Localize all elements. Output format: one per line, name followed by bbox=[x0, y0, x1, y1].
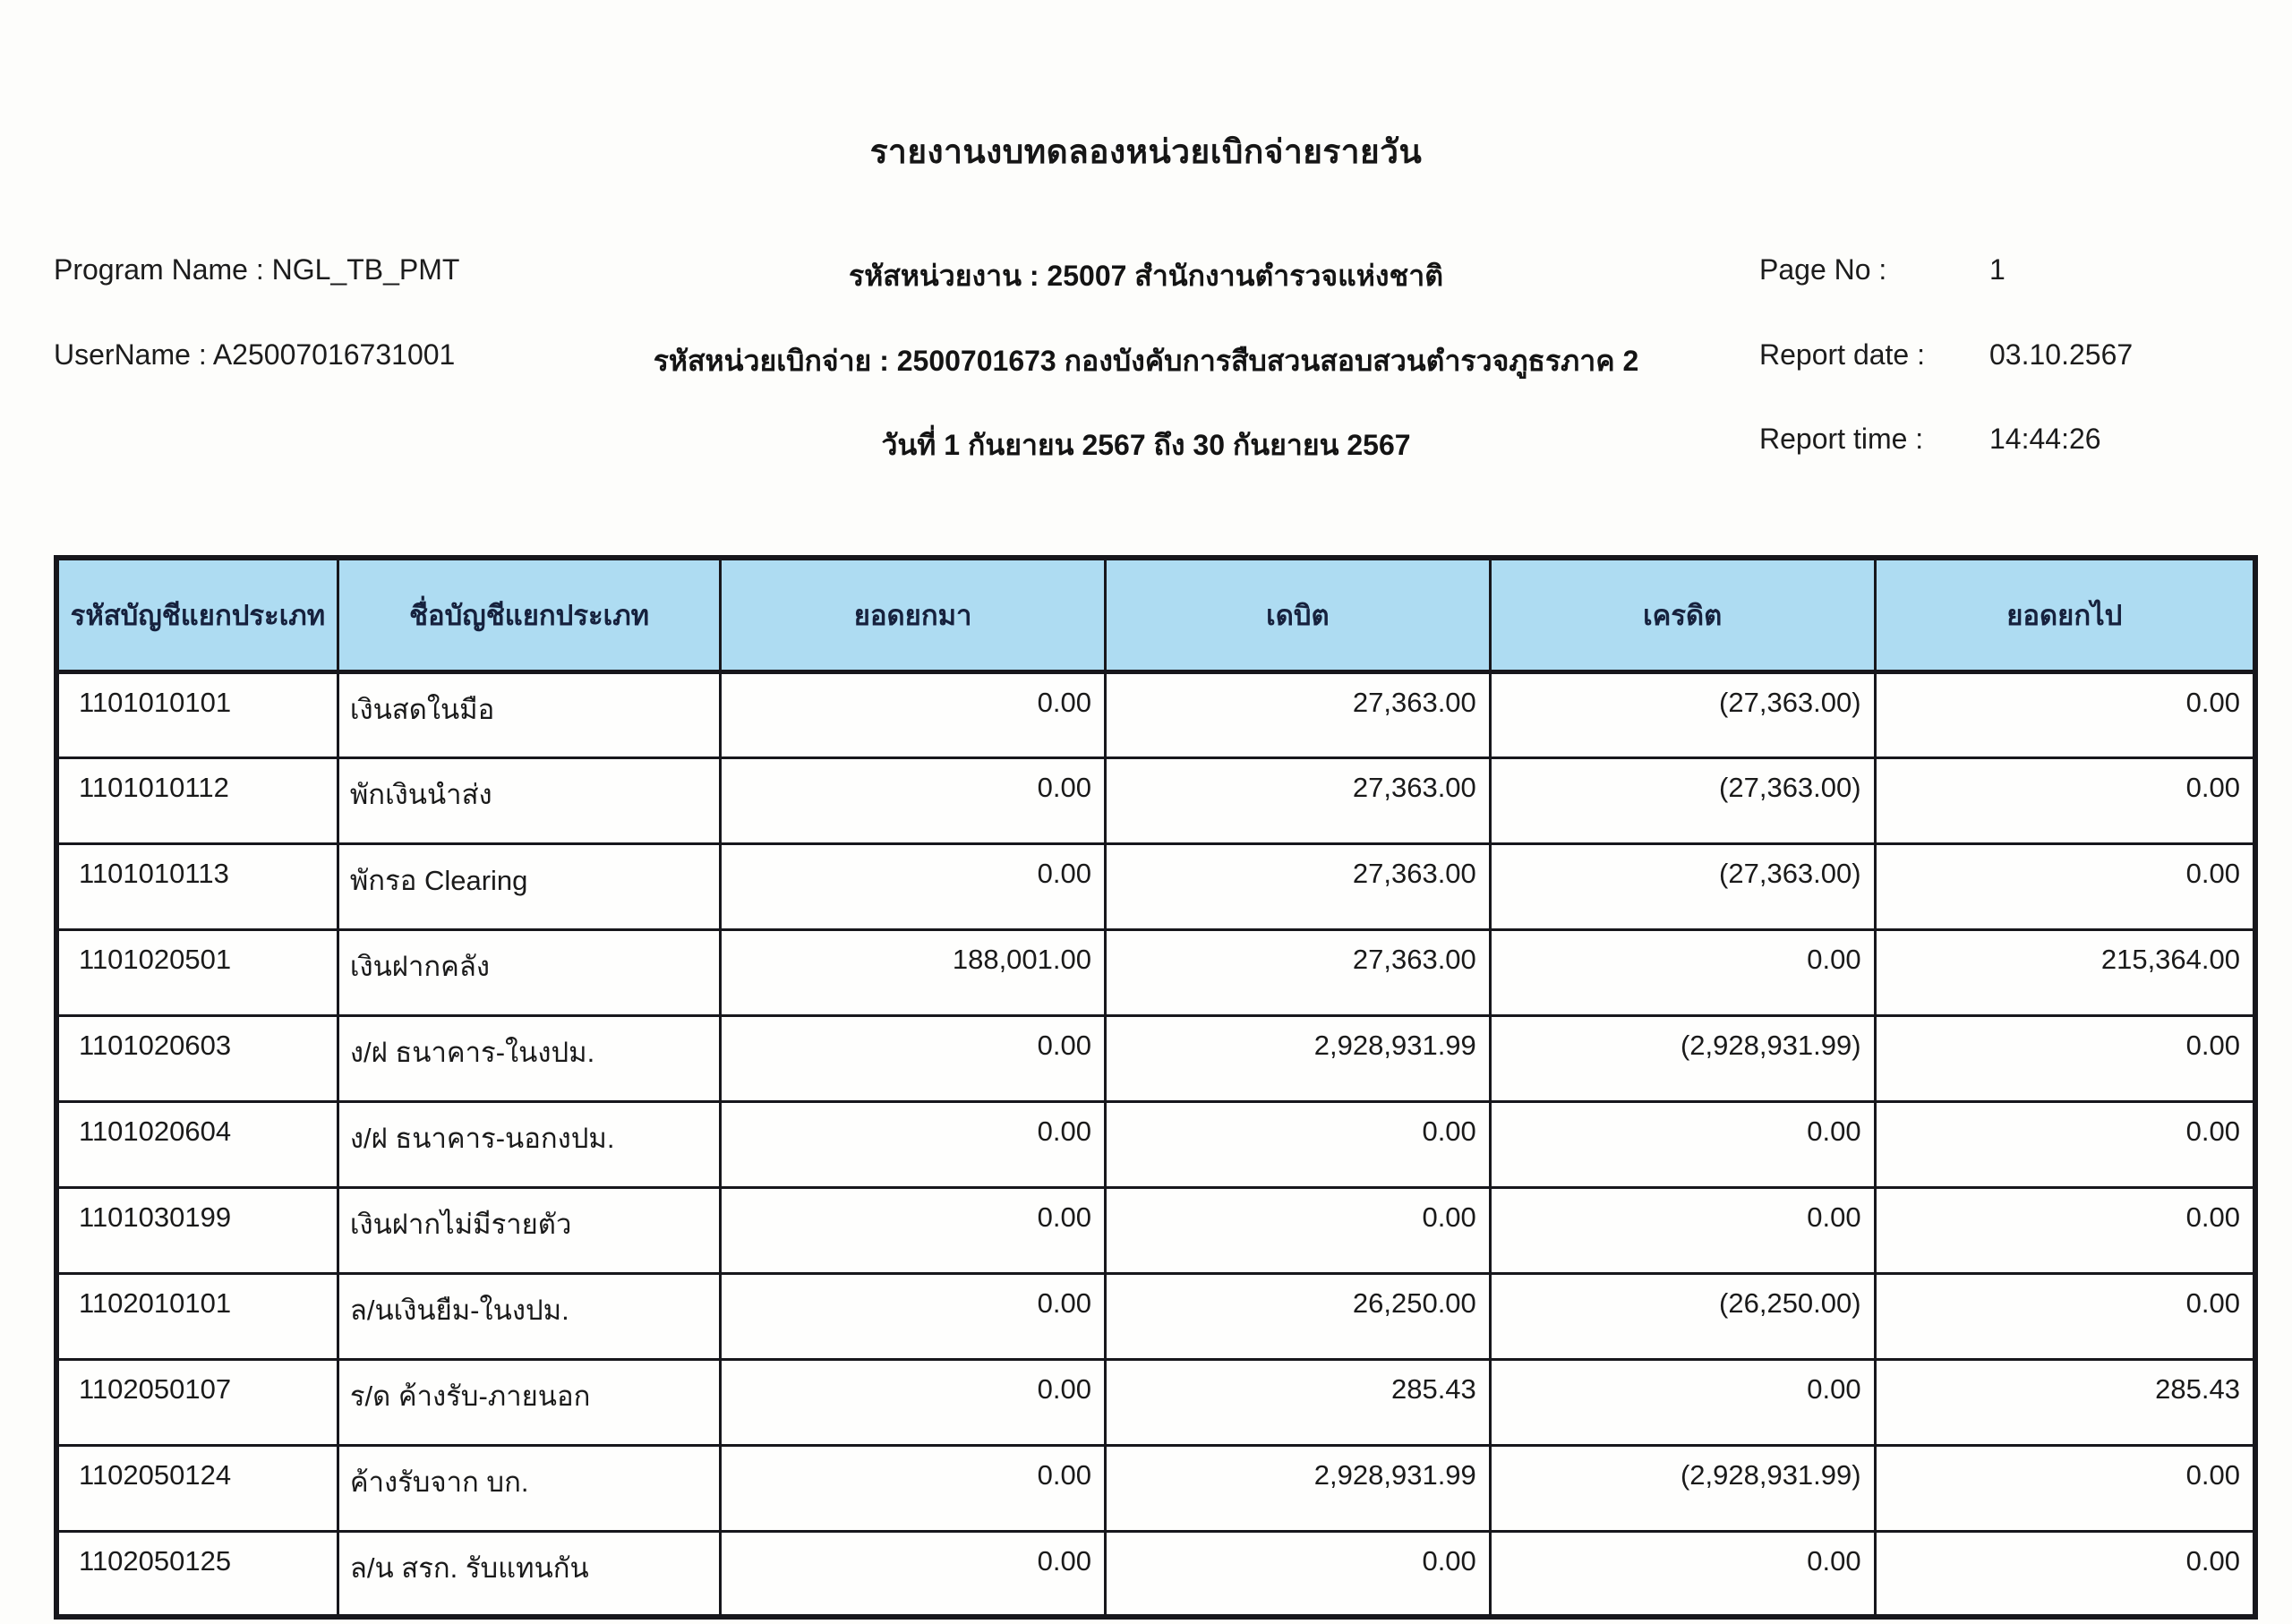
account-name-cell: ล/น สรก. รับแทนกัน bbox=[338, 1531, 720, 1617]
disbursement-unit-line: รหัสหน่วยเบิกจ่าย : 2500701673 กองบังคับการสืบสวนสอบสวนตำรวจภูธรภาค 2 bbox=[653, 345, 1639, 377]
amount-cell: (2,928,931.99) bbox=[1490, 1015, 1875, 1101]
account-code-cell: 1101010113 bbox=[56, 843, 338, 929]
table-row bbox=[56, 757, 2255, 843]
amount-cell: 0.00 bbox=[721, 757, 1106, 843]
amount-cell: 0.00 bbox=[721, 1101, 1106, 1187]
amount-cell: 0.00 bbox=[1875, 1273, 2255, 1359]
amount-cell: 27,363.00 bbox=[1106, 671, 1491, 757]
amount-cell: 0.00 bbox=[1875, 1101, 2255, 1187]
report-date-value: 03.10.2567 bbox=[1989, 338, 2134, 371]
account-code-cell: 1102010101 bbox=[56, 1273, 338, 1359]
amount-cell: 0.00 bbox=[721, 1187, 1106, 1273]
table-body bbox=[56, 671, 2255, 1617]
table-row bbox=[56, 1531, 2255, 1617]
program-name-line: Program Name : NGL_TB_PMT bbox=[54, 253, 460, 286]
account-name-cell: ร/ด ค้างรับ-ภายนอก bbox=[338, 1359, 720, 1445]
account-name-cell: เงินฝากไม่มีรายตัว bbox=[338, 1187, 720, 1273]
amount-cell: 0.00 bbox=[1875, 843, 2255, 929]
amount-cell: 27,363.00 bbox=[1106, 757, 1491, 843]
table-row bbox=[56, 1445, 2255, 1531]
amount-cell: 0.00 bbox=[721, 1359, 1106, 1445]
account-name-cell: เงินฝากคลัง bbox=[338, 929, 720, 1015]
amount-cell: 0.00 bbox=[1875, 1445, 2255, 1531]
amount-cell: 2,928,931.99 bbox=[1106, 1445, 1491, 1531]
account-name-cell: พักเงินนำส่ง bbox=[338, 757, 720, 843]
page-no-label: Page No : bbox=[1759, 253, 1887, 286]
table-row bbox=[56, 671, 2255, 757]
amount-cell: 0.00 bbox=[1875, 1531, 2255, 1617]
account-name-cell: ล/นเงินยืม-ในงปม. bbox=[338, 1273, 720, 1359]
amount-cell: 2,928,931.99 bbox=[1106, 1015, 1491, 1101]
amount-cell: 188,001.00 bbox=[721, 929, 1106, 1015]
column-header: เดบิต bbox=[1106, 558, 1491, 671]
amount-cell: 0.00 bbox=[1106, 1101, 1491, 1187]
amount-cell: 0.00 bbox=[1875, 1187, 2255, 1273]
account-code-cell: 1101020603 bbox=[56, 1015, 338, 1101]
amount-cell: 0.00 bbox=[1875, 757, 2255, 843]
amount-cell: 26,250.00 bbox=[1106, 1273, 1491, 1359]
account-code-cell: 1101020604 bbox=[56, 1101, 338, 1187]
table-row bbox=[56, 929, 2255, 1015]
table-row bbox=[56, 1273, 2255, 1359]
amount-cell: 0.00 bbox=[1875, 671, 2255, 757]
account-name-cell: ง/ฝ ธนาคาร-นอกงปม. bbox=[338, 1101, 720, 1187]
amount-cell: 285.43 bbox=[1875, 1359, 2255, 1445]
amount-cell: 0.00 bbox=[721, 1015, 1106, 1101]
username-line: UserName : A25007016731001 bbox=[54, 338, 456, 371]
account-name-cell: เงินสดในมือ bbox=[338, 671, 720, 757]
table-row bbox=[56, 1359, 2255, 1445]
amount-cell: 285.43 bbox=[1106, 1359, 1491, 1445]
amount-cell: 0.00 bbox=[1875, 1015, 2255, 1101]
agency-code-line: รหัสหน่วยงาน : 25007 สำนักงานตำรวจแห่งชาติ bbox=[849, 260, 1443, 292]
table-row bbox=[56, 1187, 2255, 1273]
account-name-cell: ค้างรับจาก บก. bbox=[338, 1445, 720, 1531]
account-code-cell: 1102050125 bbox=[56, 1531, 338, 1617]
amount-cell: 0.00 bbox=[1490, 1359, 1875, 1445]
trial-balance-table-wrap bbox=[54, 555, 2258, 1620]
column-header: เครดิต bbox=[1490, 558, 1875, 671]
trial-balance-table bbox=[54, 555, 2258, 1620]
report-time-value: 14:44:26 bbox=[1989, 423, 2101, 455]
table-header bbox=[56, 558, 2255, 671]
table-row bbox=[56, 1015, 2255, 1101]
date-range-line: วันที่ 1 กันยายน 2567 ถึง 30 กันยายน 2567 bbox=[881, 429, 1411, 461]
account-code-cell: 1101010112 bbox=[56, 757, 338, 843]
amount-cell: 215,364.00 bbox=[1875, 929, 2255, 1015]
report-time-label: Report time : bbox=[1759, 423, 1924, 455]
account-code-cell: 1101010101 bbox=[56, 671, 338, 757]
amount-cell: (27,363.00) bbox=[1490, 671, 1875, 757]
amount-cell: 0.00 bbox=[721, 1531, 1106, 1617]
amount-cell: (26,250.00) bbox=[1490, 1273, 1875, 1359]
column-header: รหัสบัญชีแยกประเภท bbox=[56, 558, 338, 671]
amount-cell: 0.00 bbox=[721, 843, 1106, 929]
account-code-cell: 1101030199 bbox=[56, 1187, 338, 1273]
account-code-cell: 1102050107 bbox=[56, 1359, 338, 1445]
amount-cell: 0.00 bbox=[1490, 1187, 1875, 1273]
amount-cell: 27,363.00 bbox=[1106, 843, 1491, 929]
account-code-cell: 1101020501 bbox=[56, 929, 338, 1015]
account-name-cell: พักรอ Clearing bbox=[338, 843, 720, 929]
amount-cell: 0.00 bbox=[1106, 1531, 1491, 1617]
account-code-cell: 1102050124 bbox=[56, 1445, 338, 1531]
table-row bbox=[56, 1101, 2255, 1187]
page-no-value: 1 bbox=[1989, 253, 2006, 286]
table-row bbox=[56, 843, 2255, 929]
column-header: ยอดยกมา bbox=[721, 558, 1106, 671]
amount-cell: 0.00 bbox=[1490, 929, 1875, 1015]
report-title: รายงานงบทดลองหน่วยเบิกจ่ายรายวัน bbox=[869, 133, 1423, 170]
amount-cell: 0.00 bbox=[1490, 1531, 1875, 1617]
account-name-cell: ง/ฝ ธนาคาร-ในงปม. bbox=[338, 1015, 720, 1101]
amount-cell: (2,928,931.99) bbox=[1490, 1445, 1875, 1531]
amount-cell: 27,363.00 bbox=[1106, 929, 1491, 1015]
amount-cell: 0.00 bbox=[1106, 1187, 1491, 1273]
amount-cell: (27,363.00) bbox=[1490, 757, 1875, 843]
amount-cell: (27,363.00) bbox=[1490, 843, 1875, 929]
amount-cell: 0.00 bbox=[721, 671, 1106, 757]
column-header: ชื่อบัญชีแยกประเภท bbox=[338, 558, 720, 671]
amount-cell: 0.00 bbox=[721, 1445, 1106, 1531]
amount-cell: 0.00 bbox=[1490, 1101, 1875, 1187]
table-header-row bbox=[56, 558, 2255, 671]
report-date-label: Report date : bbox=[1759, 338, 1925, 371]
column-header: ยอดยกไป bbox=[1875, 558, 2255, 671]
amount-cell: 0.00 bbox=[721, 1273, 1106, 1359]
